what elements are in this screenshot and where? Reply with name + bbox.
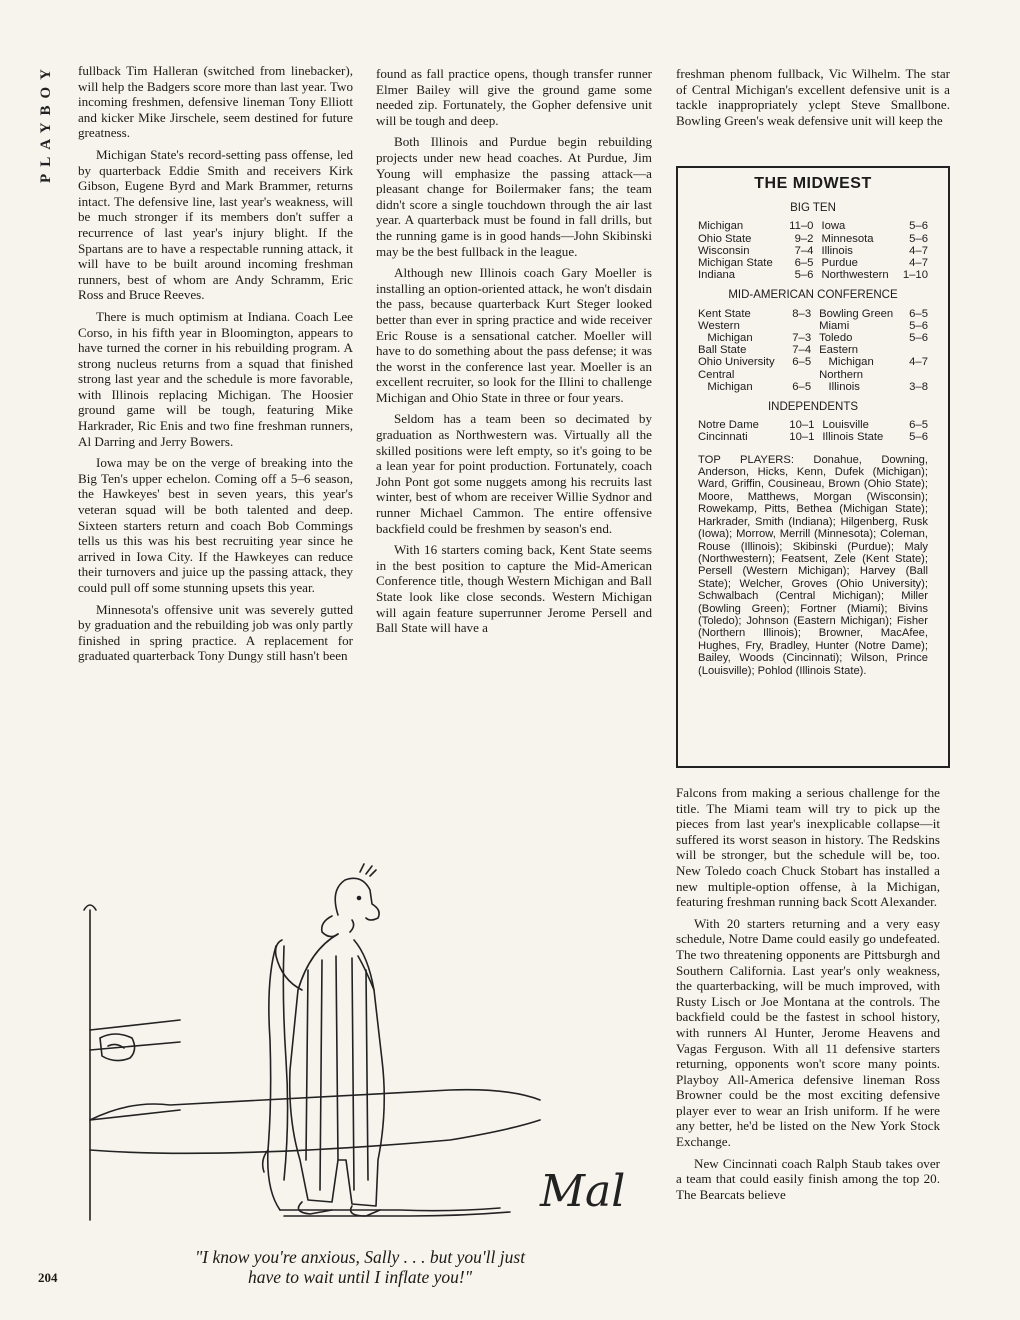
deflated-doll xyxy=(268,946,280,1210)
team-name: Minnesota xyxy=(821,232,874,245)
team-record: 5–6 xyxy=(909,220,928,233)
magazine-side-logo: PLAYBOY xyxy=(38,62,54,183)
cartoon-caption xyxy=(140,1247,580,1287)
mac-standings-table xyxy=(698,308,928,393)
standings-row xyxy=(698,257,928,269)
team-record: 6–5 xyxy=(792,380,812,393)
team-record: 5–6 xyxy=(909,431,928,444)
team-record xyxy=(906,344,928,356)
article-paragraph: With 20 starters returning and a very easy schedule, Notre Dame could easily go undefeated. The two threatening opponents are Pittsburgh and Southern California. Last year's only weakness, the quarterbacking, will be much improved, with Rusty Lisch or Joe Montana at the controls. The backfield could be the fastest in school history, with runners Al Hunter, Jerome Heavens and Vagas Ferguson. With all 11 defensive starters returning, opponents won't score many points. Playboy All-America defensive lineman Ross Browner could be the most exciting defensive player ever to wear an Irish uniform. If he were any better, he'd be listed on the New York Stock Exchange. xyxy=(676,915,940,1150)
team-record: 1–10 xyxy=(902,269,928,282)
team-record: 5–6 xyxy=(909,232,928,245)
article-column-3-bottom xyxy=(676,785,940,1202)
team-record: 6–5 xyxy=(909,419,928,432)
team-record: 6–5 xyxy=(794,257,814,270)
team-name: Bowling Green xyxy=(819,307,894,320)
team-record: 10–1 xyxy=(789,419,815,432)
team-record: 6–5 xyxy=(792,356,812,369)
team-name: Michigan xyxy=(698,332,753,345)
standings-row xyxy=(698,431,928,443)
standings-row xyxy=(698,332,928,344)
team-name: Illinois xyxy=(821,244,853,257)
team-record: 5–6 xyxy=(794,269,814,282)
cartoon-illustration xyxy=(70,860,630,1240)
article-paragraph: Michigan State's record-setting pass offense, led by quarterback Eddie Smith and receivers Kirk Gibson, Eugene Byrd and Mark Brammer, returns intact. The defensive line, last year's weakness, will be much stronger if its members don't suffer a recurrence of last year's injury blight. If the Spartans are to have a respectable running attack, it will have to be built around incoming freshman runners, best of whom are Andy Schramm, Eric Ross and Bruce Reeves. xyxy=(78,146,353,303)
team-name: Cincinnati xyxy=(698,431,748,444)
conference-heading-independents: INDEPENDENTS xyxy=(767,401,859,414)
team-name: Eastern xyxy=(819,344,859,357)
team-record xyxy=(788,320,819,332)
team-name: Notre Dame xyxy=(698,419,759,432)
team-name: Western xyxy=(698,319,740,332)
team-record: 4–7 xyxy=(909,244,928,257)
cartoonist-signature: Mal xyxy=(540,1166,626,1217)
team-name: Wisconsin xyxy=(698,244,750,257)
team-record: 4–7 xyxy=(909,356,928,369)
standings-row xyxy=(698,356,928,368)
team-record: 7–4 xyxy=(792,344,812,357)
caption-line-2: have to wait until I inflate you!" xyxy=(247,1267,473,1287)
top-players-text: TOP PLAYERS: Donahue, Downing, Anderson, Hicks, Kenn, Dufek (Michigan); Ward, Griffin, Cousineau, Brown (Ohio State); Moore, Matthews, Morgan (Wisconsin); Rowekamp, Pitts, Bethea (Michigan State); Harkrader, Smith (Indiana); Hilgenberg, Rusk (Iowa); Morrow, Merrill (Minnesota); Coleman, Rouse (Illinois); Skibinski (Purdue); Maly (Northwestern); Featsent, Zele (Kent State); Persell (Western Michigan); Harvey (Ball State); Welcher, Groves (Ohio University); Schwalbach (Central Michigan); Miller (Bowling Green); Fortner (Miami); Bivins (Toledo); Johnson (Eastern Michigan); Fisher (Northern Illinois); Browner, MacAfee, Hughes, Fry, Bradley, Hunter (Notre Dame); Bailey, Woods (Cincinnati); Wilson, Prince (Louisville); Pohlod (Illinois State). xyxy=(698,453,928,677)
team-name: Michigan xyxy=(819,356,874,369)
standings-row xyxy=(698,419,928,431)
team-name: Ohio University xyxy=(698,356,775,369)
article-column-3-top xyxy=(676,66,950,128)
team-record: 7–4 xyxy=(794,244,814,257)
standings-row xyxy=(698,369,928,381)
article-paragraph: New Cincinnati coach Ralph Staub takes over a team that could easily finish among the top 20. The Bearcats believe xyxy=(676,1155,940,1202)
team-name: Michigan xyxy=(698,380,753,393)
team-record xyxy=(788,369,819,381)
article-paragraph: Minnesota's offensive unit was severely gutted by graduation and the rebuilding job was only partly finished in spring practice. A replacement for graduated quarterback Tony Dungy still hasn't been xyxy=(78,601,353,664)
midwest-standings-box xyxy=(676,166,950,768)
article-paragraph: With 16 starters coming back, Kent State seems in the best position to capture the Mid-American Conference title, though Western Michigan and Ball State look like close seconds. Western Michigan will again feature superrunner Jerome Persell and Ball State will have a xyxy=(376,542,652,636)
standings-row xyxy=(698,269,928,281)
team-name: Indiana xyxy=(698,269,736,282)
team-record: 10–1 xyxy=(789,431,815,444)
article-paragraph: Iowa may be on the verge of breaking into the Big Ten's upper echelon. Coming off a 5–6 season, the Hawkeyes' best in seven years, this year's veteran squad will be both talented and deep. Sixteen starters return and coach Bob Commings tells us this was his best recruiting year since he arrived in Iowa City. If the Hawkeyes can reduce their turnovers and juice up the passing attack, they could pull off some stunning upsets this year. xyxy=(78,455,353,595)
team-record: 5–6 xyxy=(909,332,928,345)
article-paragraph: Falcons from making a serious challenge for the title. The Miami team will try to pick up the pieces from last year's inexplicable collapse—it suffered its worst season in history. The Redskins will be stronger, but the schedule will be, too. New Toledo coach Chuck Stobart has installed a new multiple-option offense, à la Michigan, featuring freshman running back Scott Alexander. xyxy=(676,785,940,910)
article-paragraph: found as fall practice opens, though transfer runner Elmer Bailey will give the ground game some needed zip. Fortunately, the Gopher defensive unit will be tough and deep. xyxy=(376,66,652,128)
team-record xyxy=(906,369,928,381)
team-name: Michigan State xyxy=(698,257,773,270)
standings-row xyxy=(698,245,928,257)
team-record: 6–5 xyxy=(909,307,928,320)
article-paragraph: Seldom has a team been so decimated by graduation as Northwestern was. Virtually all the skilled positions were left empty, so it's going to be a lean year for point production. Fortunately, coach John Pont got some nuggets among his recruits last winter, best of whom are receiver Willie Sydnor and runner Michael Cammon. The entire offensive backfield could be freshmen by season's end. xyxy=(376,411,652,536)
standings-row xyxy=(698,233,928,245)
team-record: 4–7 xyxy=(909,257,928,270)
team-name: Central xyxy=(698,368,735,381)
article-column-2 xyxy=(376,66,652,636)
team-name: Miami xyxy=(819,319,850,332)
standings-row xyxy=(698,344,928,356)
article-paragraph: Both Illinois and Purdue begin rebuilding projects under new head coaches. At Purdue, Jim Young will emphasize the passing attack—a pleasant change for Boilermaker fans; the team didn't score a single touchdown through the air last year. A quarterback must be found in fall drills, but the running game is in good hands—John Skibinski may be the best fullback in the league. xyxy=(376,134,652,259)
article-paragraph: freshman phenom fullback, Vic Wilhelm. The star of Central Michigan's excellent defensive unit is a tackle inappropriately yclept Steve Smallbone. Bowling Green's weak defensive unit will keep the xyxy=(676,66,950,128)
team-record: 8–3 xyxy=(792,307,812,320)
sidebar-title: THE MIDWEST xyxy=(754,175,872,192)
team-name: Iowa xyxy=(821,220,846,233)
article-column-1 xyxy=(78,63,353,664)
team-name: Illinois xyxy=(819,380,860,393)
team-record: 11–0 xyxy=(789,220,814,233)
caption-line-1: "I know you're anxious, Sally . . . but you'll just xyxy=(194,1247,526,1267)
team-name: Ohio State xyxy=(698,232,752,245)
standings-row xyxy=(698,308,928,320)
team-name: Louisville xyxy=(822,419,869,432)
team-name: Northern xyxy=(819,368,864,381)
page-number: 204 xyxy=(38,1270,58,1285)
independents-standings-table xyxy=(698,419,928,443)
big-ten-standings-table xyxy=(698,220,928,281)
team-record: 3–8 xyxy=(909,380,928,393)
team-name: Kent State xyxy=(698,307,751,320)
team-record: 5–6 xyxy=(909,319,928,332)
team-name: Purdue xyxy=(821,257,858,270)
team-name: Ball State xyxy=(698,344,747,357)
conference-heading-mac: MID-AMERICAN CONFERENCE xyxy=(728,289,898,302)
conference-heading-big-ten: BIG TEN xyxy=(790,202,836,215)
standings-row xyxy=(698,381,928,393)
team-name: Illinois State xyxy=(822,431,884,444)
team-name: Toledo xyxy=(819,332,853,345)
article-paragraph: Although new Illinois coach Gary Moeller is installing an option-oriented attack, he won't disdain the pass, because quarterback Kurt Steger looked better than ever in spring practice and wide receiver Eric Rouse is a sensational catcher. Moeller will have to do something about the pass defense; it was the worst in the conference last year. Moeller is an excellent recruiter, so look for the Illini to challenge Michigan and Ohio State in three or four years. xyxy=(376,265,652,405)
standings-row xyxy=(698,220,928,232)
standings-row xyxy=(698,320,928,332)
team-record: 7–3 xyxy=(792,332,812,345)
team-name: Northwestern xyxy=(821,269,889,282)
team-name: Michigan xyxy=(698,220,744,233)
article-paragraph: There is much optimism at Indiana. Coach Lee Corso, in his fifth year in Bloomington, appears to have turned the corner in his rebuilding program. A strong nucleus returns from a squad that finished strong last year and the schedule is more favorable, with Illinois replacing Michigan. The Hoosier ground game will be tough, featuring Mike Harkrader, Ric Enis and two fine freshman runners, Al Darring and Jerry Bowers. xyxy=(78,308,353,449)
article-paragraph: fullback Tim Halleran (switched from linebacker), will help the Badgers score more than last year. Two incoming freshmen, defensive lineman Tony Elliott and kicker Mike Jirschele, seem destined for future greatness. xyxy=(78,63,353,141)
team-record: 9–2 xyxy=(794,232,814,245)
